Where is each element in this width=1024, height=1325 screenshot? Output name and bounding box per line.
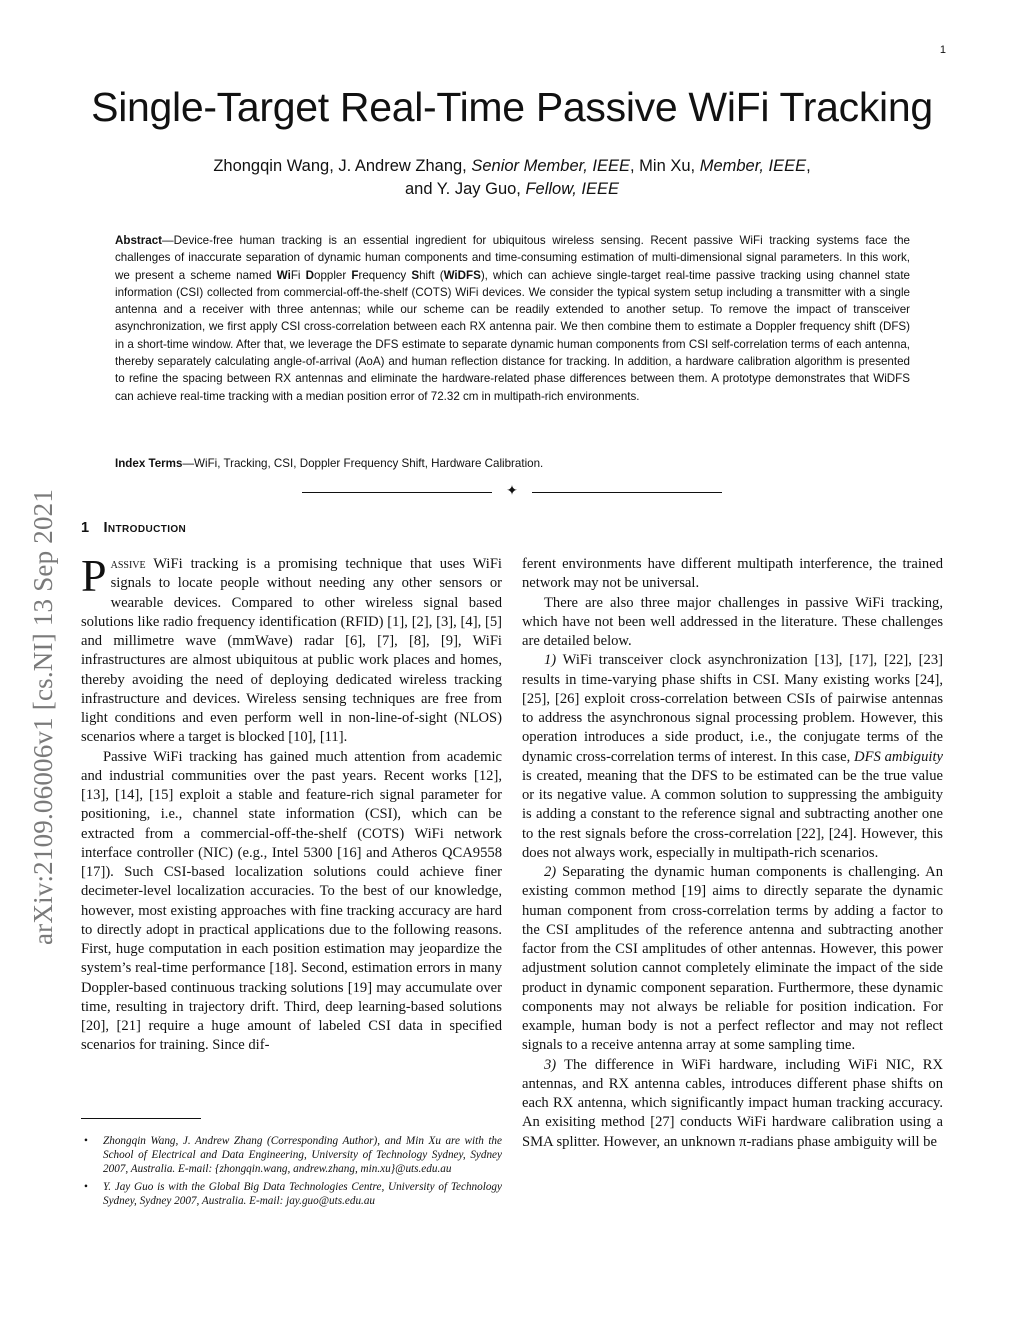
right-column — [522, 555, 943, 1152]
intro-paragraph-3: There are also three major challenges in passive WiFi tracking, which have not been well addressed in the literature. These challenges are detailed below. — [522, 594, 943, 649]
intro-paragraph-1 — [81, 550, 502, 748]
section-number: 1 — [81, 520, 90, 536]
acronym-part: hift ( — [419, 268, 444, 282]
footnote-item — [81, 1180, 502, 1208]
acronym-part: F — [351, 268, 359, 282]
footnotes — [81, 1134, 502, 1212]
abstract — [115, 232, 910, 405]
drop-cap: P — [81, 550, 107, 601]
lead-in-word: assive — [110, 556, 146, 572]
emphasis-term: DFS ambiguity — [854, 748, 943, 765]
footnote-text: Y. Jay Guo is with the Global Big Data Technologies Centre, University of Technology Sydney, Sydney 2007, Australia. E-mail: jay.guo@uts.edu.au — [103, 1181, 502, 1207]
challenge-number: 1) — [544, 652, 557, 669]
abstract-text-2: ), which can achieve single-target real-time passive tracking using channel state information (CSI) collected from commercial-off-the-shelf (COTS) WiFi devices. We consider the typical system setup including a transmitter with a single antenna and a receiver with three antennas; while our scheme can be readily extended to another setup. To remove the impact of transceiver asynchronization, we first apply CSI cross-correlation between each RX antenna pair. We then combine them to estimate a Doppler frequency shift (DFS) in a short-time window. After that, we leverage the DFS estimate to separate dynamic human components from CSI self-correlation terms of each antenna, thereby separately calculating angle-of-arrival (AoA) and human reflection distance for tracking. In addition, a hardware calibration algorithm is presented to refine the spacing between RX antennas and eliminate the hardware-related phase differences between them. A prototype demonstrates that WiDFS can achieve real-time tracking with a median position error of 72.32 cm in multipath-rich environments. — [115, 268, 910, 403]
intro-paragraph-2: Passive WiFi tracking has gained much attention from academic and industrial communities over the past years. Recent works [12], [13], [14], [15] exploit a stable and feature-rich signal parameter for positioning, i.e., channel state information (CSI), which can be extracted from a commercial-off-the-shelf (COTS) WiFi network interface controller (NIC) (e.g., Intel 5300 [16] and Atheros QCA9558 [17]). Such CSI-based localization solutions could achieve finer decimeter-level localization accuracies. To the best of our knowledge, however, most existing approaches with fine tracking accuracy are hard to directly adopt in practical applications due to the following reasons. First, huge computation in each position estimation may jeopardize the system’s real-time performance [18]. Second, estimation errors in many Doppler-based continuous tracking solutions [19] may accumulate over time, resulting in trajectory drift. Third, deep learning-based solutions [20], [21] require a huge amount of labeled CSI data in specified scenarios for training. Since dif- — [81, 748, 502, 1054]
page-number: 1 — [939, 44, 946, 56]
arxiv-identifier-stamp: arXiv:2109.06006v1 [cs.NI] 13 Sep 2021 — [28, 488, 58, 945]
divider-line-left — [302, 492, 492, 493]
challenge-number: 2) — [544, 864, 557, 880]
challenge-2 — [522, 863, 943, 1056]
abstract-label: Abstract — [115, 234, 163, 247]
paragraph-text: WiFi transceiver clock asynchronization [13], [17], [22], [23] results in time-varying phase shifts in CSI. Many existing works [24], [25], [26] exploit cross-correlation between CSIs of pairwise antennas to address the asynchronous signal processing problem. However, this operation introduces a side product, i.e., the conjugate terms of the dynamic cross-correlation terms of interest. In this case, — [522, 652, 943, 765]
index-terms-text: —WiFi, Tracking, CSI, Doppler Frequency Shift, Hardware Calibration. — [182, 457, 544, 470]
paragraph-text: Separating the dynamic human components is challenging. An existing common method [19] aims to directly separate the dynamic human component from cross-correlation terms by adding a factor to the CSI amplitudes of the reference antenna and subtracting another factor from the CSI amplitudes of other antennas. However, this power adjustment solution cannot completely eliminate the impact of the side product in dynamic component separation. Furthermore, these dynamic components may not always be reliable for position indication. For example, human body is not a perfect reflector and may not reflect signals to a receive antenna array at some sampling time. — [522, 864, 943, 1054]
left-column — [81, 550, 502, 1056]
acronym-part: S — [411, 268, 420, 282]
index-terms-label: Index Terms — [115, 457, 183, 470]
challenge-3 — [522, 1056, 943, 1152]
acronym-part: D — [305, 268, 314, 282]
author-title-fellow: Fellow, IEEE — [525, 180, 620, 198]
paragraph-text: The difference in WiFi hardware, including WiFi NIC, RX antennas, and RX antenna cables, introduces different phase shifts on each RX antenna, which significantly impact human tracking accuracy. An exisiting method [27] conducts WiFi hardware calibration using a SMA splitter. However, an unknown π-radians phase ambiguity will be — [522, 1056, 943, 1150]
author-names-3: and Y. Jay Guo, — [404, 180, 526, 198]
acronym-part: Fi — [290, 268, 306, 282]
section-title: Introduction — [103, 520, 187, 536]
author-title-senior: Senior Member, IEEE — [471, 157, 631, 175]
paragraph-text: is created, meaning that the DFS to be estimated can be the true value or its negative value. A common solution to suppressing the ambiguity is adding a constant to the reference signal and subtracting another one to the rest signals before the cross-correlation [22], [24]. However, this does not always work, especially in multipath-rich scenarios. — [522, 767, 943, 861]
index-terms — [115, 457, 910, 470]
author-line-2 — [0, 178, 1024, 201]
abstract-text-1: —Device-free human tracking is an essential ingredient for ubiquitous wireless sensing. Recent passive WiFi tracking systems face the challenges of inaccurate separation of dynamic human components and time-consuming estimation of multi-dimensional signal parameters. In this work, we present a scheme named — [115, 234, 910, 282]
author-list — [0, 155, 1024, 201]
author-names-1: Zhongqin Wang, J. Andrew Zhang, — [213, 157, 472, 175]
section-divider — [302, 484, 722, 500]
acronym-part: requency — [358, 268, 412, 282]
divider-line-right — [532, 492, 722, 493]
section-heading — [81, 520, 186, 536]
paper-title: Single-Target Real-Time Passive WiFi Tracking — [91, 84, 933, 130]
divider-star-icon: ✦ — [506, 484, 518, 499]
footnote-text: Zhongqin Wang, J. Andrew Zhang (Corresponding Author), and Min Xu are with the School of Electrical and Data Engineering, University of Technology Sydney, Sydney 2007, Australia. E-mail: {zhongqin.wang, andrew.zhang, min.xu}@uts.edu.au — [103, 1135, 502, 1175]
author-title-member: Member, IEEE — [699, 157, 807, 175]
author-line-1 — [0, 155, 1024, 178]
acronym-part: oppler — [314, 268, 352, 282]
acronym-widfs: WiDFS — [443, 268, 481, 282]
challenge-1 — [522, 651, 943, 863]
intro-paragraph-continued: ferent environments have different multipath interference, the trained network may not be universal. — [522, 556, 943, 592]
footnote-item — [81, 1134, 502, 1176]
acronym-part: Wi — [276, 268, 291, 282]
author-separator: , — [806, 157, 811, 175]
author-names-2: , Min Xu, — [630, 157, 700, 175]
bullet-icon: • — [84, 1181, 88, 1193]
paragraph-text: WiFi tracking is a promising technique that uses WiFi signals to locate people without needing any other sensors or wearable devices. Compared to other wireless signal based solutions like radio frequency identification (RFID) [1], [2], [3], [4], [5] and millimetre wave (mmWave) radar [6], [7], [8], [9], WiFi infrastructures are almost ubiquitous at public work places and homes, thereby avoiding the need of deploying dedicated wireless tracking infrastructure and devices. Wireless sensing techniques are free from light conditions and even perform well in non-line-of-sight (NLOS) scenarios where a target is blocked [10], [11]. — [81, 556, 502, 746]
bullet-icon: • — [84, 1135, 88, 1147]
footnote-rule — [81, 1118, 201, 1119]
challenge-number: 3) — [544, 1056, 557, 1073]
